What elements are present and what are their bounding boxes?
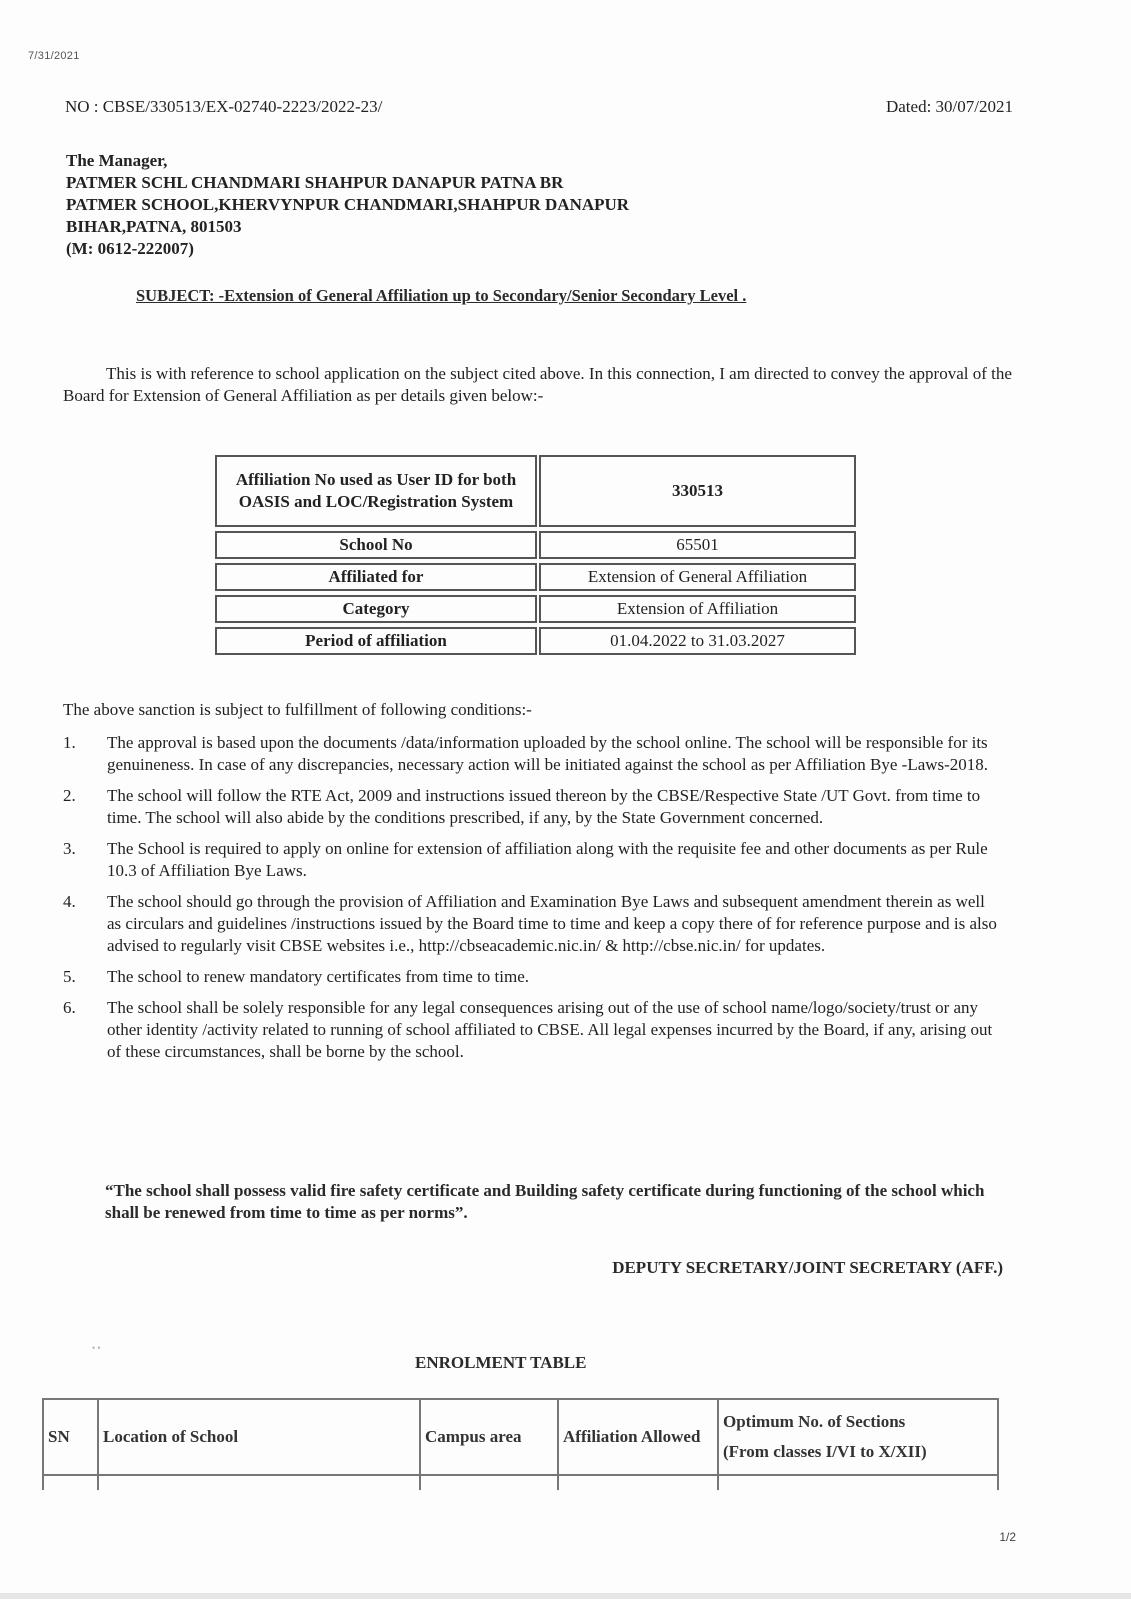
condition-text: The school shall be solely responsible for any legal consequences arising out of the use of school name/logo/society/trust or any other identity /activity related to running of school affiliated to CBSE. All legal expenses incurred by the Board, if any, arising out of these circumstances, shall be borne by the school.: [107, 998, 993, 1061]
signatory-title: DEPUTY SECRETARY/JOINT SECRETARY (AFF.): [612, 1258, 1003, 1277]
enrolment-header-row: [43, 1399, 998, 1475]
table-row: [215, 627, 856, 655]
cell: [558, 1475, 718, 1490]
condition-text: The approval is based upon the documents /data/information uploaded by the school online. The school will be responsible for its genuineness. In case of any discrepancies, necessary action will be initiated against the school as per Affiliation Bye -Laws-2018.: [107, 733, 989, 774]
cell: [420, 1475, 558, 1490]
conditions-list: [63, 732, 1003, 1072]
table-row: [215, 531, 856, 559]
header-sections-line1: Optimum No. of Sections: [723, 1412, 906, 1431]
condition-item: [63, 838, 1003, 882]
header-campus-area: Campus area: [420, 1399, 558, 1475]
condition-text: The School is required to apply on online for extension of affiliation along with the requisite fee and other documents as per Rule 10.3 of Affiliation Bye Laws.: [107, 839, 988, 880]
condition-text: The school will follow the RTE Act, 2009 and instructions issued thereon by the CBSE/Respective State /UT Govt. from time to time. The school will also abide by the conditions prescribed, if any, by the State Government concerned.: [107, 786, 981, 827]
header-location: Location of School: [98, 1399, 420, 1475]
table-row: [215, 595, 856, 623]
condition-item: [63, 732, 1003, 776]
recipient-address: [66, 150, 629, 260]
row-label: School No: [215, 531, 537, 559]
condition-item: [63, 997, 1003, 1063]
row-label: Affiliated for: [215, 563, 537, 591]
header-sections-line2: (From classes I/VI to X/XII): [723, 1442, 927, 1461]
address-line: (M: 0612-222007): [66, 239, 194, 258]
conditions-intro: The above sanction is subject to fulfillment of following conditions:-: [63, 700, 532, 719]
date-stamp: 7/31/2021: [28, 50, 80, 62]
row-value: 01.04.2022 to 31.03.2027: [539, 627, 856, 655]
condition-number: 6.: [63, 998, 76, 1017]
affiliation-details-table: [213, 451, 858, 659]
scan-edge: [0, 1593, 1131, 1599]
condition-item: [63, 785, 1003, 829]
intro-paragraph: This is with reference to school application on the subject cited above. In this connection, I am directed to convey the approval of the Board for Extension of General Affiliation as per details given below:-: [63, 364, 1012, 405]
scan-mark: • •: [92, 1343, 101, 1353]
condition-number: 3.: [63, 839, 76, 858]
header-optimum-sections: [718, 1399, 998, 1475]
cell: [43, 1475, 98, 1490]
row-label: Period of affiliation: [215, 627, 537, 655]
cell: [98, 1475, 420, 1490]
condition-number: 4.: [63, 892, 76, 911]
enrolment-table: [42, 1398, 999, 1490]
enrolment-table-title: ENROLMENT TABLE: [415, 1353, 587, 1372]
reference-number: NO : CBSE/330513/EX-02740-2223/2022-23/: [65, 97, 383, 116]
condition-text: The school to renew mandatory certificates from time to time.: [107, 967, 530, 986]
condition-number: 2.: [63, 786, 76, 805]
enrolment-empty-row: [43, 1475, 998, 1490]
row-value: 65501: [539, 531, 856, 559]
address-line: PATMER SCHOOL,KHERVYNPUR CHANDMARI,SHAHPUR DANAPUR: [66, 195, 630, 214]
table-row: [215, 563, 856, 591]
subject-line: SUBJECT: -Extension of General Affiliation up to Secondary/Senior Secondary Level .: [136, 286, 747, 305]
address-line: BIHAR,PATNA, 801503: [66, 217, 242, 236]
condition-number: 1.: [63, 733, 76, 752]
row-value: 330513: [539, 455, 856, 527]
letter-date: Dated: 30/07/2021: [885, 97, 1013, 116]
row-label: Category: [215, 595, 537, 623]
row-label: Affiliation No used as User ID for both OASIS and LOC/Registration System: [215, 455, 537, 527]
table-row: [215, 455, 856, 527]
condition-item: [63, 891, 1003, 957]
condition-item: [63, 966, 1003, 988]
page-number: 1/2: [999, 1530, 1016, 1544]
safety-certificate-note: “The school shall possess valid fire safety certificate and Building safety certificate during functioning of the school which shall be renewed from time to time as per norms”.: [105, 1181, 985, 1222]
address-line: The Manager,: [66, 151, 168, 170]
cell: [718, 1475, 998, 1490]
address-line: PATMER SCHL CHANDMARI SHAHPUR DANAPUR PATNA BR: [66, 173, 564, 192]
header-sn: SN: [43, 1399, 98, 1475]
row-value: Extension of Affiliation: [539, 595, 856, 623]
condition-text: The school should go through the provision of Affiliation and Examination Bye Laws and subsequent amendment therein as well as circulars and guidelines /instructions issued by the Board time to time and keep a copy there of for reference purpose and is also advised to regularly visit CBSE websites i.e., http://cbseacademic.nic.in/ & http://cbse.nic.in/ for updates.: [107, 892, 997, 955]
header-affiliation-allowed: Affiliation Allowed: [558, 1399, 718, 1475]
row-value: Extension of General Affiliation: [539, 563, 856, 591]
condition-number: 5.: [63, 967, 76, 986]
